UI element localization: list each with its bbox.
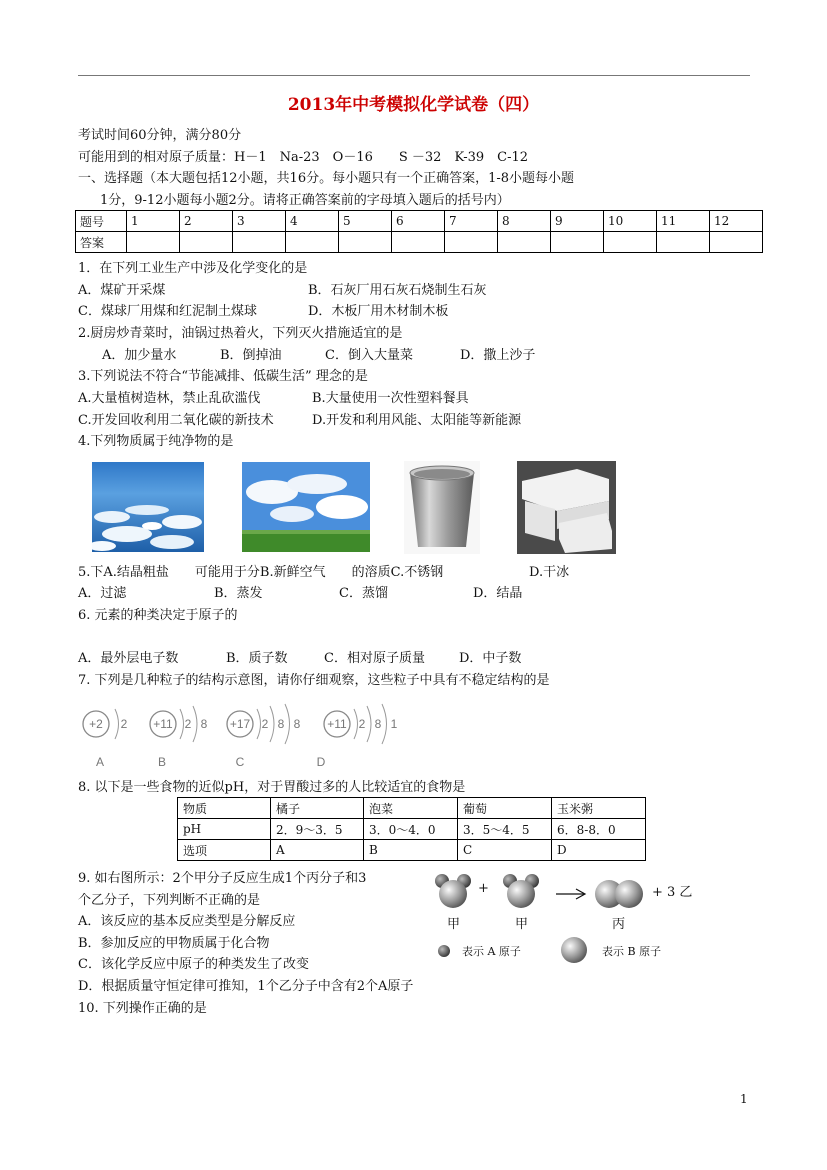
- q1-option-d: D．木板厂用木材制木板: [308, 304, 449, 319]
- ph-table-cell: 选项: [178, 840, 271, 861]
- section-1-intro-cont: 1分，9-12小题每小题2分。请将正确答案前的字母填入题后的括号内）: [100, 193, 510, 208]
- electron-shell: [367, 706, 371, 742]
- answer-cell[interactable]: [339, 232, 392, 253]
- electron-shell: [115, 709, 119, 739]
- ph-table-cell: 橘子: [271, 798, 364, 819]
- electron-shell: [285, 704, 290, 744]
- ph-table-cell: A: [271, 840, 364, 861]
- shell-electrons: 8: [374, 717, 382, 731]
- q5-option-c: C．蒸馏: [339, 586, 388, 601]
- molecule-bing: [595, 880, 643, 908]
- diagram-letter: A: [95, 755, 105, 769]
- legend-a-label: 表示 A 原子: [462, 945, 521, 958]
- q4-option-d: D.干冰: [529, 565, 570, 580]
- label-jia: 甲: [515, 917, 529, 932]
- q8-stem: 8. 以下是一些食物的近似pH，对于胃酸过多的人比较适宜的食物是: [78, 780, 466, 795]
- answer-table-row-answers: [76, 232, 763, 253]
- q9-option-c: C．该化学反应中原子的种类发生了改变: [78, 957, 309, 972]
- answer-cell[interactable]: [286, 232, 339, 253]
- q5-option-b: B．蒸发: [214, 586, 263, 601]
- ph-table-cell: 3．5～4．5: [458, 819, 552, 840]
- ph-table-cell: pH: [178, 819, 271, 840]
- shell-electrons: 8: [293, 717, 301, 731]
- answer-table-row-numbers: [76, 211, 763, 232]
- answer-table-num: 6: [392, 211, 445, 232]
- q9-stem-cont: 个乙分子，下列判断不正确的是: [78, 893, 261, 908]
- fresh-air-image: [242, 462, 370, 552]
- q6-stem: 6. 元素的种类决定于原子的: [78, 608, 238, 623]
- molecule-jia: [503, 874, 539, 908]
- ph-table-cell: 3．0～4．0: [364, 819, 458, 840]
- q1-stem: 1．在下列工业生产中涉及化学变化的是: [78, 261, 308, 276]
- exam-time: 考试时间60分钟，满分80分: [78, 128, 242, 143]
- plus-three-yi: + 3 乙: [652, 885, 693, 900]
- electron-shell: [270, 706, 274, 742]
- shell-electrons: 8: [277, 717, 285, 731]
- q9-option-a: A．该反应的基本反应类型是分解反应: [78, 914, 296, 929]
- q5-option-d: D．结晶: [473, 586, 523, 601]
- answer-cell[interactable]: [710, 232, 763, 253]
- shell-electrons: 1: [390, 717, 398, 731]
- shell-electrons: 2: [261, 717, 269, 731]
- legend-a-atom: [438, 945, 450, 957]
- label-bing: 丙: [612, 917, 626, 932]
- shell-electrons: 2: [184, 717, 192, 731]
- answer-cell[interactable]: [498, 232, 551, 253]
- atomic-masses: 可能用到的相对原子质量：H－1 Na-23 O－16 S －32 K-39 C-12: [78, 150, 529, 165]
- answer-table-num: 11: [657, 211, 710, 232]
- shell-electrons: 2: [358, 717, 366, 731]
- answer-table-label: 答案: [76, 232, 127, 253]
- page-number: 1: [740, 1092, 748, 1106]
- ph-table-cell: 葡萄: [458, 798, 552, 819]
- ph-table-cell: C: [458, 840, 552, 861]
- answer-table-num: 1: [127, 211, 180, 232]
- answer-cell[interactable]: [180, 232, 233, 253]
- page-title: 2013年中考模拟化学试卷（四）: [287, 95, 540, 115]
- q3-option-b: B.大量使用一次性塑料餐具: [312, 391, 469, 406]
- answer-cell[interactable]: [551, 232, 604, 253]
- ph-table-cell: D: [552, 840, 646, 861]
- electron-shell: [257, 709, 261, 739]
- answer-table-num: 3: [233, 211, 286, 232]
- electron-shell: [354, 709, 358, 739]
- answer-cell[interactable]: [445, 232, 498, 253]
- ph-table-cell: 物质: [178, 798, 271, 819]
- diagram-letter: D: [316, 755, 326, 769]
- section-1-intro: 一、选择题（本大题包括12小题，共16分。每小题只有一个正确答案，1-8小题每小题: [78, 171, 575, 186]
- ph-table-cell: 6．8-8．0: [552, 819, 646, 840]
- label-jia: 甲: [447, 917, 461, 932]
- ph-table-row: [178, 840, 646, 861]
- answer-cell[interactable]: [604, 232, 657, 253]
- q2-option-a: A．加少量水: [102, 348, 177, 363]
- atomic-structure-diagrams: [80, 702, 420, 772]
- structure-diagram-b: [150, 706, 208, 769]
- q2-stem: 2.厨房炒青菜时，油锅过热着火，下列灭火措施适宜的是: [78, 326, 403, 341]
- q4-options-line: 5.下A.结晶粗盐 可能用于分B.新鲜空气 的溶质C.不锈钢: [78, 565, 444, 580]
- q7-stem: 7. 下列是几种粒子的结构示意图，请你仔细观察，这些粒子中具有不稳定结构的是: [78, 673, 550, 688]
- q3-stem: 3.下列说法不符合“节能减排、低碳生活” 理念的是: [78, 369, 368, 384]
- q6-option-b: B．质子数: [226, 651, 288, 666]
- answer-table-num: 10: [604, 211, 657, 232]
- q2-option-b: B．倒掉油: [220, 348, 282, 363]
- answer-cell[interactable]: [657, 232, 710, 253]
- q9-option-b: B．参加反应的甲物质属于化合物: [78, 936, 270, 951]
- electron-shell: [180, 709, 184, 739]
- diagram-letter: C: [235, 755, 245, 769]
- answer-table: [75, 210, 763, 253]
- q6-option-d: D．中子数: [459, 651, 522, 666]
- header-rule: [78, 75, 750, 76]
- dry-ice-image: [517, 461, 616, 554]
- answer-table-num: 12: [710, 211, 763, 232]
- answer-table-num: 8: [498, 211, 551, 232]
- ph-table-row: [178, 819, 646, 840]
- nucleus-label: +11: [327, 717, 347, 731]
- answer-table-num: 2: [180, 211, 233, 232]
- diagram-letter: B: [157, 755, 167, 769]
- plus-sign: +: [478, 881, 489, 896]
- q10-stem: 10. 下列操作正确的是: [78, 1001, 207, 1016]
- legend-b-label: 表示 B 原子: [602, 945, 662, 958]
- electron-shell: [193, 706, 197, 742]
- nucleus-label: +17: [229, 717, 251, 731]
- ph-table-cell: B: [364, 840, 458, 861]
- answer-table-num: 9: [551, 211, 604, 232]
- legend-b-atom: [561, 937, 587, 963]
- q3-option-d: D.开发和利用风能、太阳能等新能源: [312, 413, 522, 428]
- q6-option-c: C．相对原子质量: [324, 651, 425, 666]
- q5-option-a: A．过滤: [78, 586, 127, 601]
- shell-electrons: 8: [200, 717, 208, 731]
- q3-option-a: A.大量植树造林，禁止乱砍滥伐: [78, 391, 261, 406]
- answer-cell[interactable]: [392, 232, 445, 253]
- molecule-jia: [435, 874, 471, 908]
- q1-option-a: A．煤矿开采煤: [78, 283, 166, 298]
- ph-table-row: [178, 798, 646, 819]
- q3-option-c: C.开发回收利用二氧化碳的新技术: [78, 413, 274, 428]
- electron-shell: [382, 704, 387, 744]
- q9-stem: 9. 如右图所示：2个甲分子反应生成1个丙分子和3: [78, 871, 367, 886]
- q2-option-c: C．倒入大量菜: [325, 348, 413, 363]
- nucleus-label: +2: [89, 717, 103, 731]
- ph-table-cell: 2．9～3．5: [271, 819, 364, 840]
- q1-option-c: C．煤球厂用煤和红泥制土煤球: [78, 304, 257, 319]
- structure-diagram-c: [227, 704, 301, 769]
- ph-table: [177, 797, 646, 861]
- answer-table-label: 题号: [76, 211, 127, 232]
- reaction-arrow: [556, 889, 585, 899]
- nucleus-label: +11: [153, 717, 173, 731]
- answer-table-num: 5: [339, 211, 392, 232]
- reaction-diagram: [428, 866, 708, 966]
- stainless-steel-bucket-image: [404, 461, 480, 554]
- answer-cell[interactable]: [127, 232, 180, 253]
- ph-table-cell: 玉米粥: [552, 798, 646, 819]
- q4-stem: 4.下列物质属于纯净物的是: [78, 434, 234, 449]
- q9-option-d: D．根据质量守恒定律可推知，1个乙分子中含有2个A原子: [78, 979, 414, 994]
- structure-diagram-d: [317, 704, 398, 769]
- q2-option-d: D．撒上沙子: [460, 348, 536, 363]
- answer-cell[interactable]: [233, 232, 286, 253]
- answer-table-num: 7: [445, 211, 498, 232]
- q6-option-a: A．最外层电子数: [78, 651, 179, 666]
- salt-crystal-image: [92, 462, 204, 552]
- structure-diagram-a: [83, 709, 128, 769]
- shell-electrons: 2: [120, 717, 128, 731]
- q1-option-b: B．石灰厂用石灰石烧制生石灰: [308, 283, 487, 298]
- ph-table-cell: 泡菜: [364, 798, 458, 819]
- answer-table-num: 4: [286, 211, 339, 232]
